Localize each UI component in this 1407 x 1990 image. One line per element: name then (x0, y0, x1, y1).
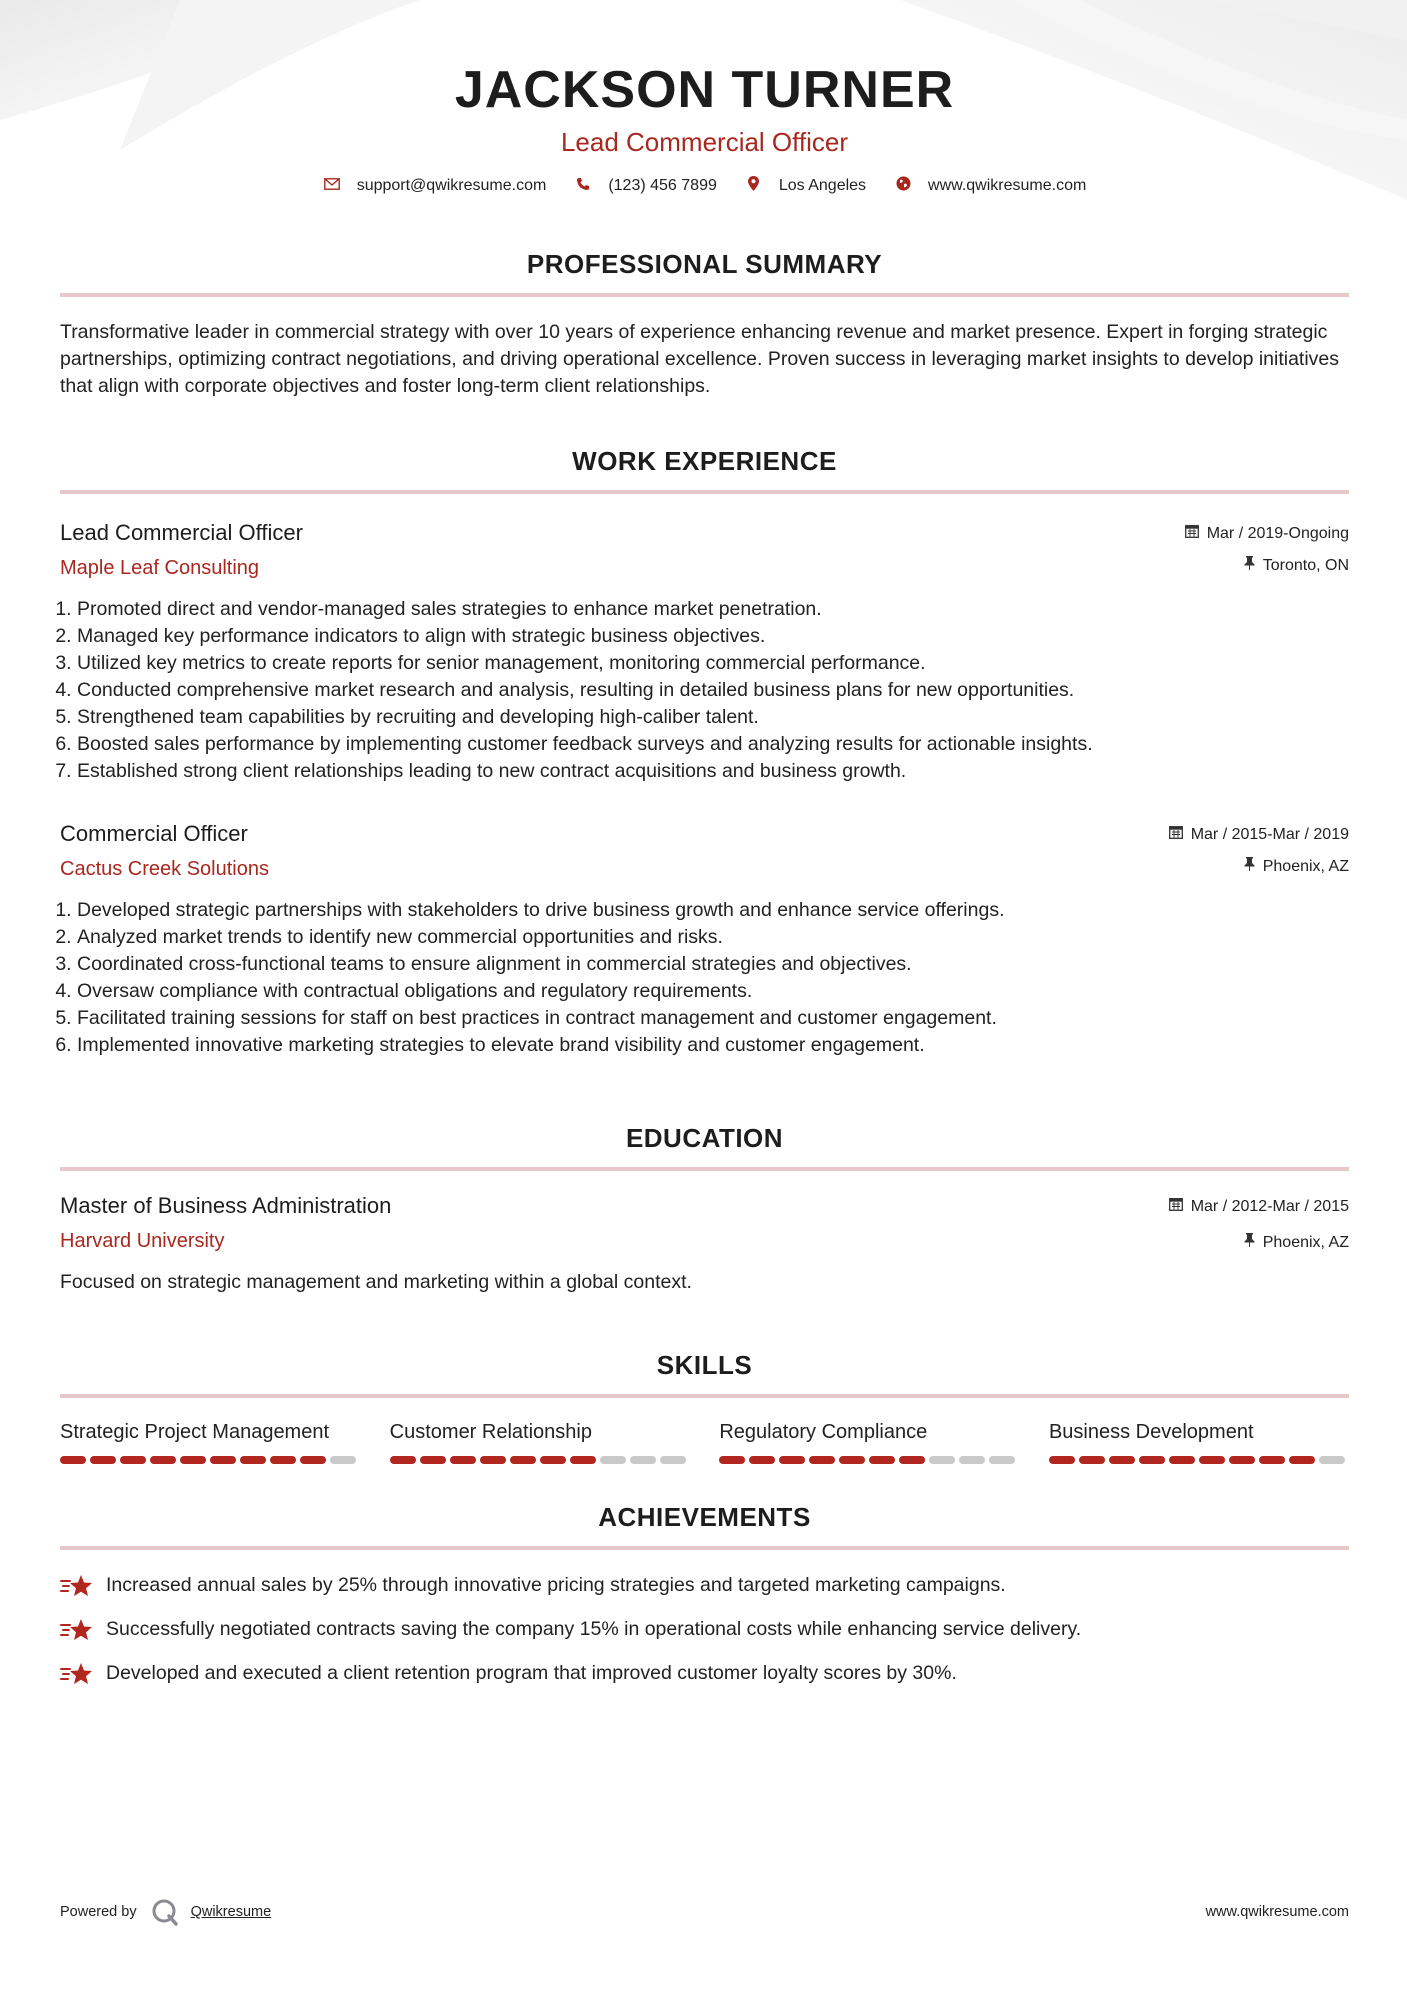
skill-segment-empty (600, 1456, 626, 1464)
skill-segment-filled (1169, 1456, 1195, 1464)
qwikresume-link[interactable]: Qwikresume (190, 1904, 272, 1920)
job-dates-text: Mar / 2019-Ongoing (1206, 525, 1349, 542)
calendar-icon (1169, 819, 1183, 851)
skill-item (390, 1418, 690, 1464)
education-section (60, 1121, 1349, 1296)
star-icon (60, 1661, 94, 1687)
list-item: 6. Boosted sales performance by implementing customer feedback surveys and analyzing results for actionable insights. (77, 731, 1349, 758)
skill-segment-filled (1259, 1456, 1285, 1464)
education-entry (60, 1191, 1349, 1296)
job-dates-text: Mar / 2015-Mar / 2019 (1190, 826, 1349, 843)
skill-segment-filled (1049, 1456, 1075, 1464)
job-location-text: Phoenix, AZ (1262, 858, 1349, 875)
list-item: 4. Oversaw compliance with contractual obligations and regulatory requirements. (77, 978, 1349, 1005)
star-icon (60, 1573, 94, 1599)
job-title: Commercial Officer (60, 821, 248, 846)
summary-divider (60, 293, 1349, 297)
skill-segment-filled (899, 1456, 925, 1464)
job-location-text: Toronto, ON (1262, 557, 1349, 574)
candidate-role: Lead Commercial Officer (560, 127, 849, 157)
skill-segment-empty (1319, 1456, 1345, 1464)
qwikresume-logo-icon (151, 1898, 179, 1926)
skill-segment-filled (60, 1456, 86, 1464)
page-footer (60, 1898, 1349, 1926)
work-section (60, 444, 1349, 1059)
work-heading: WORK EXPERIENCE (572, 446, 837, 476)
education-description: Focused on strategic management and marketing within a global context. (60, 1271, 692, 1293)
envelope-icon (323, 177, 341, 194)
list-item: 7. Established strong client relationships leading to new contract acquisitions and business growth. (77, 758, 1349, 785)
skill-segment-filled (1109, 1456, 1135, 1464)
list-item: 4. Conducted comprehensive market research and analysis, resulting in detailed business plans for new opportunities. (77, 677, 1349, 704)
job-company: Cactus Creek Solutions (60, 858, 269, 880)
education-divider (60, 1167, 1349, 1171)
education-location-text: Phoenix, AZ (1262, 1234, 1349, 1251)
list-item: 5. Facilitated training sessions for staff on best practices in contract management and customer engagement. (77, 1005, 1349, 1032)
list-item: 1. Promoted direct and vendor-managed sales strategies to enhance market penetration. (77, 596, 1349, 623)
map-pin-icon (745, 176, 763, 195)
job-bullets (60, 897, 1349, 1059)
resume-page (60, 0, 1349, 1687)
skill-segment-filled (839, 1456, 865, 1464)
job-entry (60, 518, 1349, 785)
skill-segment-filled (210, 1456, 236, 1464)
skill-segment-filled (150, 1456, 176, 1464)
skill-name: Customer Relationship (389, 1421, 592, 1443)
skill-segment-filled (480, 1456, 506, 1464)
skill-item (60, 1418, 360, 1464)
contact-website-text: www.qwikresume.com (928, 176, 1087, 194)
powered-by-label: Powered by (60, 1904, 137, 1920)
skill-segment-filled (869, 1456, 895, 1464)
contact-phone-text: (123) 456 7899 (608, 176, 717, 194)
skill-name: Regulatory Compliance (719, 1421, 928, 1443)
pushpin-icon (1244, 550, 1255, 582)
achievement-text: Successfully negotiated contracts saving the company 15% in operational costs while enhancing service delivery. (106, 1618, 1082, 1640)
education-dates-text: Mar / 2012-Mar / 2015 (1190, 1198, 1349, 1215)
achievement-text: Increased annual sales by 25% through innovative pricing strategies and targeted marketing campaigns. (106, 1574, 1006, 1596)
achievements-list (60, 1572, 1349, 1687)
job-location (1169, 851, 1349, 883)
calendar-icon (1185, 518, 1199, 550)
list-item: 2. Managed key performance indicators to align with strategic business objectives. (77, 623, 1349, 650)
list-item: 2. Analyzed market trends to identify new commercial opportunities and risks. (77, 924, 1349, 951)
star-icon (60, 1617, 94, 1643)
skills-section (60, 1348, 1349, 1464)
skill-segment-empty (989, 1456, 1015, 1464)
skill-segment-filled (240, 1456, 266, 1464)
skill-segment-empty (330, 1456, 356, 1464)
job-bullets (60, 596, 1349, 785)
work-divider (60, 490, 1349, 494)
skill-segment-empty (660, 1456, 686, 1464)
skill-rating-bar (390, 1456, 690, 1464)
skill-segment-filled (570, 1456, 596, 1464)
job-company: Maple Leaf Consulting (60, 557, 260, 579)
pushpin-icon (1244, 1223, 1255, 1263)
education-dates (1169, 1191, 1349, 1223)
skill-segment-empty (630, 1456, 656, 1464)
achievement-item (60, 1572, 1349, 1599)
skill-name: Strategic Project Management (60, 1421, 330, 1443)
achievement-text: Developed and executed a client retention program that improved customer loyalty scores by 30%. (106, 1662, 957, 1684)
skill-segment-filled (809, 1456, 835, 1464)
skill-segment-filled (90, 1456, 116, 1464)
list-item: 6. Implemented innovative marketing strategies to elevate brand visibility and customer engagement. (77, 1032, 1349, 1059)
degree-title: Master of Business Administration (60, 1193, 392, 1218)
achievements-heading: ACHIEVEMENTS (598, 1502, 811, 1532)
skill-segment-filled (719, 1456, 745, 1464)
skill-segment-filled (300, 1456, 326, 1464)
list-item: 3. Utilized key metrics to create reports for senior management, monitoring commercial performance. (77, 650, 1349, 677)
candidate-name: JACKSON TURNER (454, 61, 955, 119)
skill-segment-filled (540, 1456, 566, 1464)
job-title: Lead Commercial Officer (60, 520, 303, 545)
globe-icon (894, 176, 912, 195)
skill-segment-filled (510, 1456, 536, 1464)
skill-name: Business Development (1048, 1421, 1254, 1443)
school-name: Harvard University (60, 1230, 225, 1252)
skill-segment-filled (270, 1456, 296, 1464)
skill-segment-filled (120, 1456, 146, 1464)
education-location (1169, 1223, 1349, 1263)
skill-segment-filled (749, 1456, 775, 1464)
skill-segment-filled (1079, 1456, 1105, 1464)
list-item: 3. Coordinated cross-functional teams to ensure alignment in commercial strategies and objectives. (77, 951, 1349, 978)
contact-phone[interactable] (574, 177, 717, 195)
skill-segment-filled (1139, 1456, 1165, 1464)
list-item: 5. Strengthened team capabilities by recruiting and developing high-caliber talent. (77, 704, 1349, 731)
achievements-divider (60, 1546, 1349, 1550)
achievement-item (60, 1660, 1349, 1687)
skills-list (60, 1418, 1349, 1464)
summary-heading: PROFESSIONAL SUMMARY (526, 249, 883, 279)
skill-segment-empty (959, 1456, 985, 1464)
contact-email-text: support@qwikresume.com (356, 176, 547, 194)
skill-segment-filled (1289, 1456, 1315, 1464)
contact-email[interactable] (323, 177, 547, 195)
skill-segment-filled (450, 1456, 476, 1464)
skill-item (1049, 1418, 1349, 1464)
skill-segment-filled (779, 1456, 805, 1464)
contact-location-text: Los Angeles (778, 176, 867, 194)
skill-segment-filled (390, 1456, 416, 1464)
pushpin-icon (1244, 851, 1255, 883)
job-location (1185, 550, 1349, 582)
contact-bar (60, 176, 1349, 195)
skill-rating-bar (1049, 1456, 1349, 1464)
skill-segment-filled (1199, 1456, 1225, 1464)
summary-section (60, 247, 1349, 400)
job-dates (1169, 819, 1349, 851)
skill-item (719, 1418, 1019, 1464)
skills-divider (60, 1394, 1349, 1398)
skill-segment-filled (420, 1456, 446, 1464)
job-dates (1185, 518, 1349, 550)
calendar-icon (1169, 1191, 1183, 1223)
phone-icon (574, 177, 592, 195)
footer-website[interactable]: www.qwikresume.com (1205, 1904, 1349, 1920)
list-item: 1. Developed strategic partnerships with stakeholders to drive business growth and enhance service offerings. (77, 897, 1349, 924)
skill-segment-filled (180, 1456, 206, 1464)
education-heading: EDUCATION (625, 1123, 784, 1153)
contact-location (745, 176, 866, 195)
achievements-section (60, 1500, 1349, 1687)
skill-rating-bar (60, 1456, 360, 1464)
contact-website[interactable] (894, 176, 1086, 195)
skill-rating-bar (719, 1456, 1019, 1464)
resume-header (60, 0, 1349, 195)
skills-heading: SKILLS (656, 1350, 753, 1380)
achievement-item (60, 1616, 1349, 1643)
powered-by (60, 1898, 271, 1926)
skill-segment-empty (929, 1456, 955, 1464)
summary-text: Transformative leader in commercial strategy with over 10 years of experience enhancing revenue and market presence. Expert in forging strategic partnerships, optimizing contract negotiations, and driving operational excellence. Proven success in leveraging market insights to develop initiatives that align with corporate objectives and foster long-term client relationships. (60, 321, 1340, 397)
skill-segment-filled (1229, 1456, 1255, 1464)
job-entry (60, 819, 1349, 1059)
